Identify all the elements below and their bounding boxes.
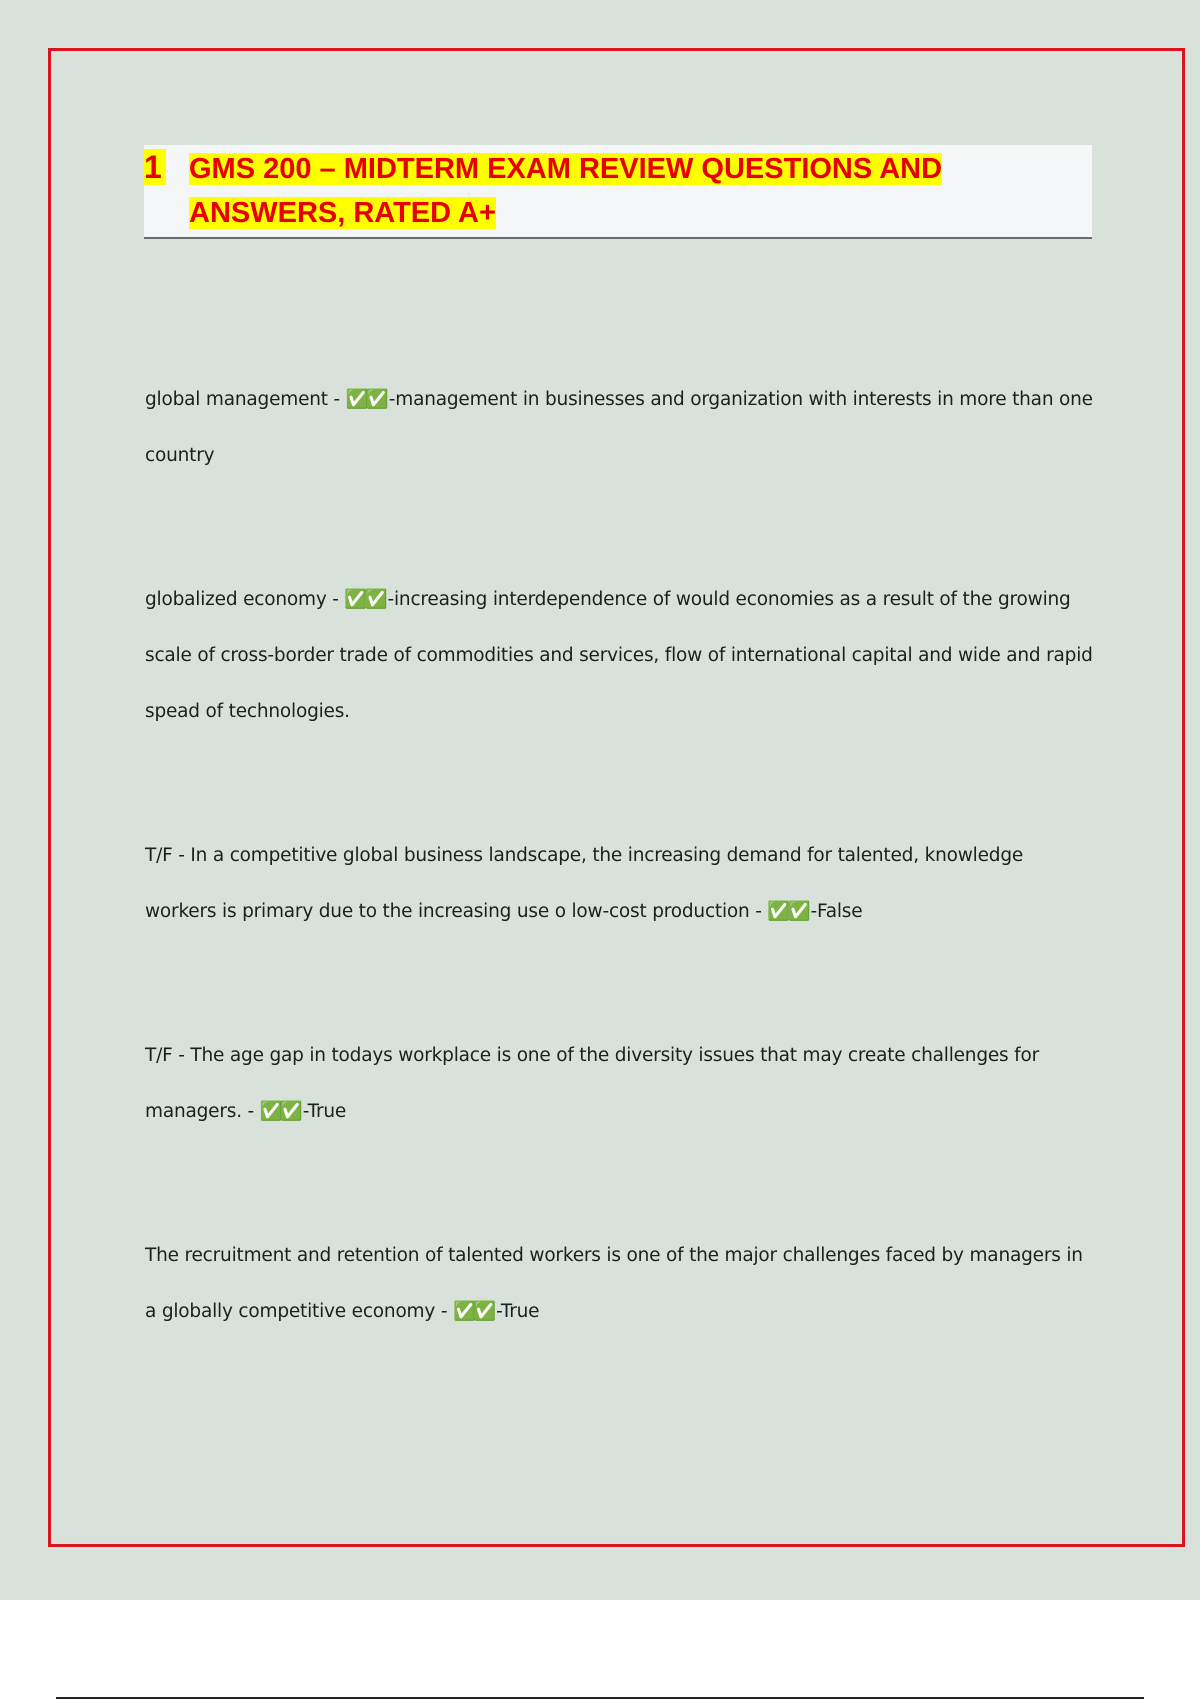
heading-number: 1: [144, 149, 166, 185]
qa-item: T/F - In a competitive global business landscape, the increasing demand for talented, knowledge workers is primary due to the increasing use o low-cost production - ✅✅ -False: [145, 845, 1024, 922]
heading-title-text: GMS 200 – MIDTERM EXAM REVIEW QUESTIONS AND ANSWERS, RATED A+: [189, 153, 943, 229]
question-list: [145, 372, 1095, 1340]
qa-prompt: The recruitment and retention of talented workers is one of the major challenges faced by managers in a globally competitive economy: [145, 1245, 1083, 1322]
heading-block: [144, 145, 1092, 239]
qa-answer: False: [816, 901, 863, 922]
double-check-icon: ✅✅: [344, 589, 385, 610]
double-check-icon: ✅✅: [767, 901, 808, 922]
qa-item: T/F - The age gap in todays workplace is one of the diversity issues that may create challenges for managers. - ✅✅ -True: [145, 1045, 1040, 1122]
qa-prompt: global management: [145, 389, 328, 410]
qa-item: globalized economy - ✅✅ -increasing interdependence of would economies as a result of the growing scale of cross-border trade of commodities and services, flow of international capital and wide and rapid spead of technologies.: [145, 589, 1093, 722]
qa-item: The recruitment and retention of talented workers is one of the major challenges faced by managers in a globally competitive economy - ✅✅ -True: [145, 1245, 1083, 1322]
qa-answer: True: [307, 1101, 347, 1122]
qa-answer: increasing interdependence of would economies as a result of the growing scale of cross-border trade of commodities and services, flow of international capital and wide and rapid spead of technologies.: [145, 589, 1093, 722]
heading-title: [189, 147, 1049, 235]
qa-answer: True: [500, 1301, 540, 1322]
double-check-icon: ✅✅: [345, 389, 386, 410]
qa-prompt: globalized economy: [145, 589, 327, 610]
qa-prompt: T/F - The age gap in todays workplace is one of the diversity issues that may create challenges for managers.: [145, 1045, 1040, 1122]
double-check-icon: ✅✅: [259, 1101, 300, 1122]
qa-prompt: T/F - In a competitive global business landscape, the increasing demand for talented, knowledge workers is primary due to the increasing use o low-cost production: [145, 845, 1024, 922]
double-check-icon: ✅✅: [452, 1301, 494, 1322]
footer-divider: [56, 1697, 1144, 1699]
qa-answer: management in businesses and organization with interests in more than one country: [145, 389, 1093, 466]
qa-item: global management - ✅✅ -management in businesses and organization with interests in more than one country: [145, 389, 1093, 466]
